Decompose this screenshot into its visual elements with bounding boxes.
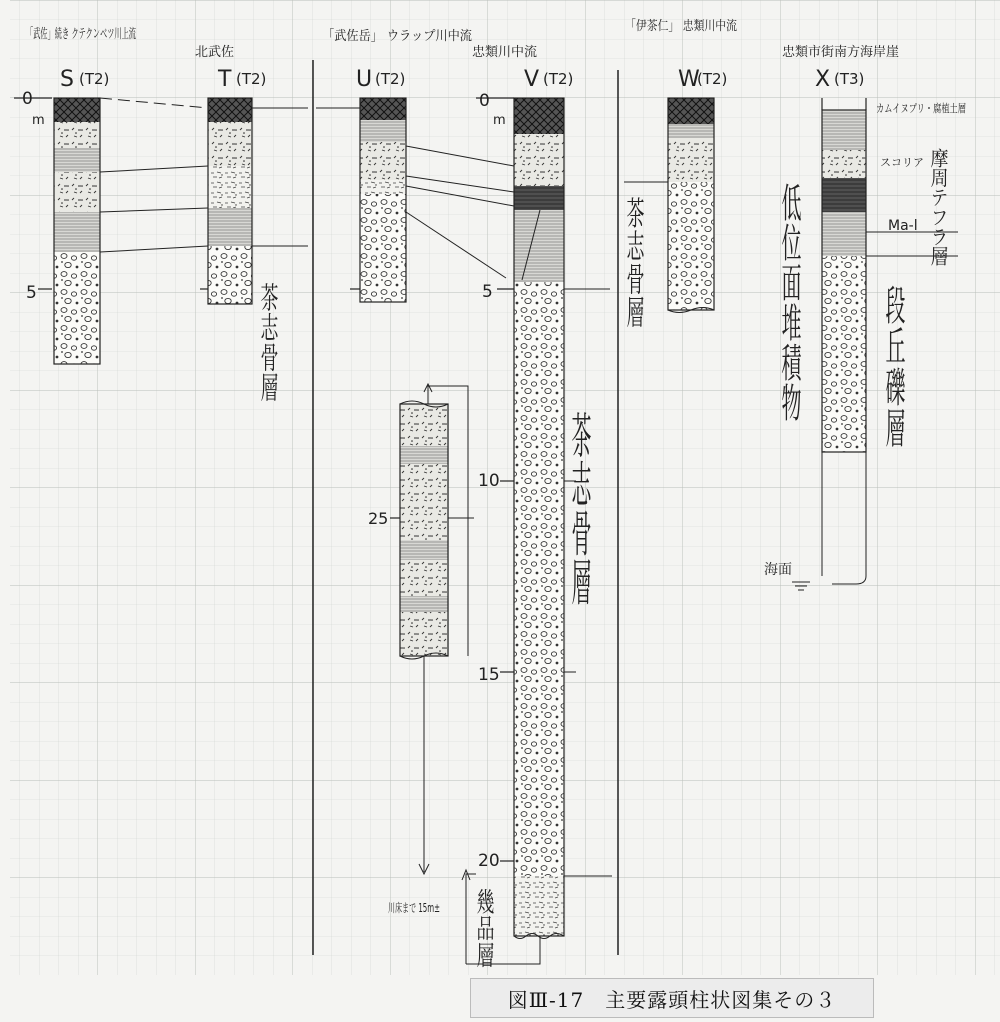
column-terrace: (T2)	[236, 70, 267, 88]
layer-laminated	[54, 148, 100, 172]
layer-label-kamuinupuri: カムイヌプリ・腐植土層	[876, 102, 997, 115]
column-title: V	[524, 67, 540, 92]
layer-humus	[360, 98, 406, 120]
riverbed-note: 川床まで 15m±	[388, 901, 477, 915]
formation-label-lowland-deposits: 低位面堆積物	[778, 182, 802, 302]
formation-label-chashikotsu: 茶志骨層	[568, 410, 592, 490]
column-title: T	[218, 67, 232, 92]
column-terrace: (T2)	[543, 70, 574, 88]
layer-fine	[208, 166, 252, 208]
depth-label: 15	[478, 665, 500, 685]
layer-fine	[360, 180, 406, 194]
depth-unit: m	[493, 113, 506, 128]
layer-laminated	[208, 208, 252, 246]
formation-label-chashikotsu: 茶志骨層	[257, 282, 279, 354]
layer-tephra	[514, 134, 564, 186]
formation-label-chashikotsu: 茶志骨層	[623, 196, 645, 268]
layer-gravel	[360, 194, 406, 302]
layer-laminated	[822, 110, 866, 150]
layer-gravel	[668, 182, 714, 310]
column-terrace: (T3)	[834, 70, 865, 88]
depth-label: 10	[478, 471, 500, 491]
layer-label-ma-l: Ma-l	[888, 218, 918, 234]
sea-level-label: 海面	[764, 562, 792, 578]
column-note: 「伊茶仁」 忠類川中流	[625, 19, 760, 34]
layer-gravel	[822, 256, 866, 452]
depth-label: 0	[479, 91, 490, 111]
layer-tephra	[400, 404, 448, 656]
column-terrace: (T2)	[375, 70, 406, 88]
layer-tephra	[822, 150, 866, 178]
layer-humus	[208, 98, 252, 122]
layer-dark	[514, 186, 564, 210]
layer-gravel	[514, 282, 564, 876]
layer-tephra	[208, 122, 252, 166]
layer-laminated	[514, 210, 564, 282]
depth-label: 25	[368, 509, 389, 528]
layer-gravel	[54, 252, 100, 364]
depth-label: 0	[22, 89, 33, 109]
layer-laminated	[54, 212, 100, 252]
layer-tephra	[668, 138, 714, 182]
column-title: W	[678, 67, 700, 92]
layer-fine	[514, 876, 564, 936]
depth-label: 5	[482, 282, 493, 302]
formation-label-mashu-tephra: 摩周テフラ層	[927, 148, 949, 256]
column-title: X	[815, 67, 831, 92]
column-note: 北武佐	[195, 45, 235, 60]
layer-laminated	[668, 124, 714, 138]
column-note: 忠類市街南方海岸崖	[782, 45, 900, 60]
layer-humus	[54, 98, 100, 122]
column-note: 「武佐岳」 ウラップ川中流	[322, 29, 482, 44]
layer-label-scoria: スコリア	[880, 156, 924, 169]
formation-label-ikushina: 幾品層	[473, 888, 495, 942]
formation-label-terrace-gravel: 段丘礫層	[882, 284, 906, 364]
layer-scoria	[822, 178, 866, 212]
depth-label: 20	[478, 851, 500, 871]
column-s	[54, 98, 100, 364]
layer-humus	[514, 98, 564, 134]
column-title: U	[356, 67, 373, 92]
layer-tephra	[54, 172, 100, 212]
layer-laminated	[822, 212, 866, 256]
column-note: 「武佐」続き クテクンベツ川上流	[26, 27, 225, 42]
figure-caption-text: 図Ⅲ-17 主要露頭柱状図集その３	[507, 987, 837, 1012]
layer-tephra	[360, 142, 406, 180]
layer-laminated	[360, 120, 406, 142]
column-terrace: (T2)	[697, 70, 728, 88]
depth-unit: m	[32, 113, 45, 128]
layer-tephra	[54, 122, 100, 148]
depth-label: 5	[26, 283, 37, 303]
column-terrace: (T2)	[79, 70, 110, 88]
column-note: 忠類川中流	[472, 45, 538, 60]
layer-gravel	[208, 246, 252, 304]
figure-caption	[470, 978, 874, 1018]
layer-humus	[668, 98, 714, 124]
column-title: S	[60, 67, 74, 92]
